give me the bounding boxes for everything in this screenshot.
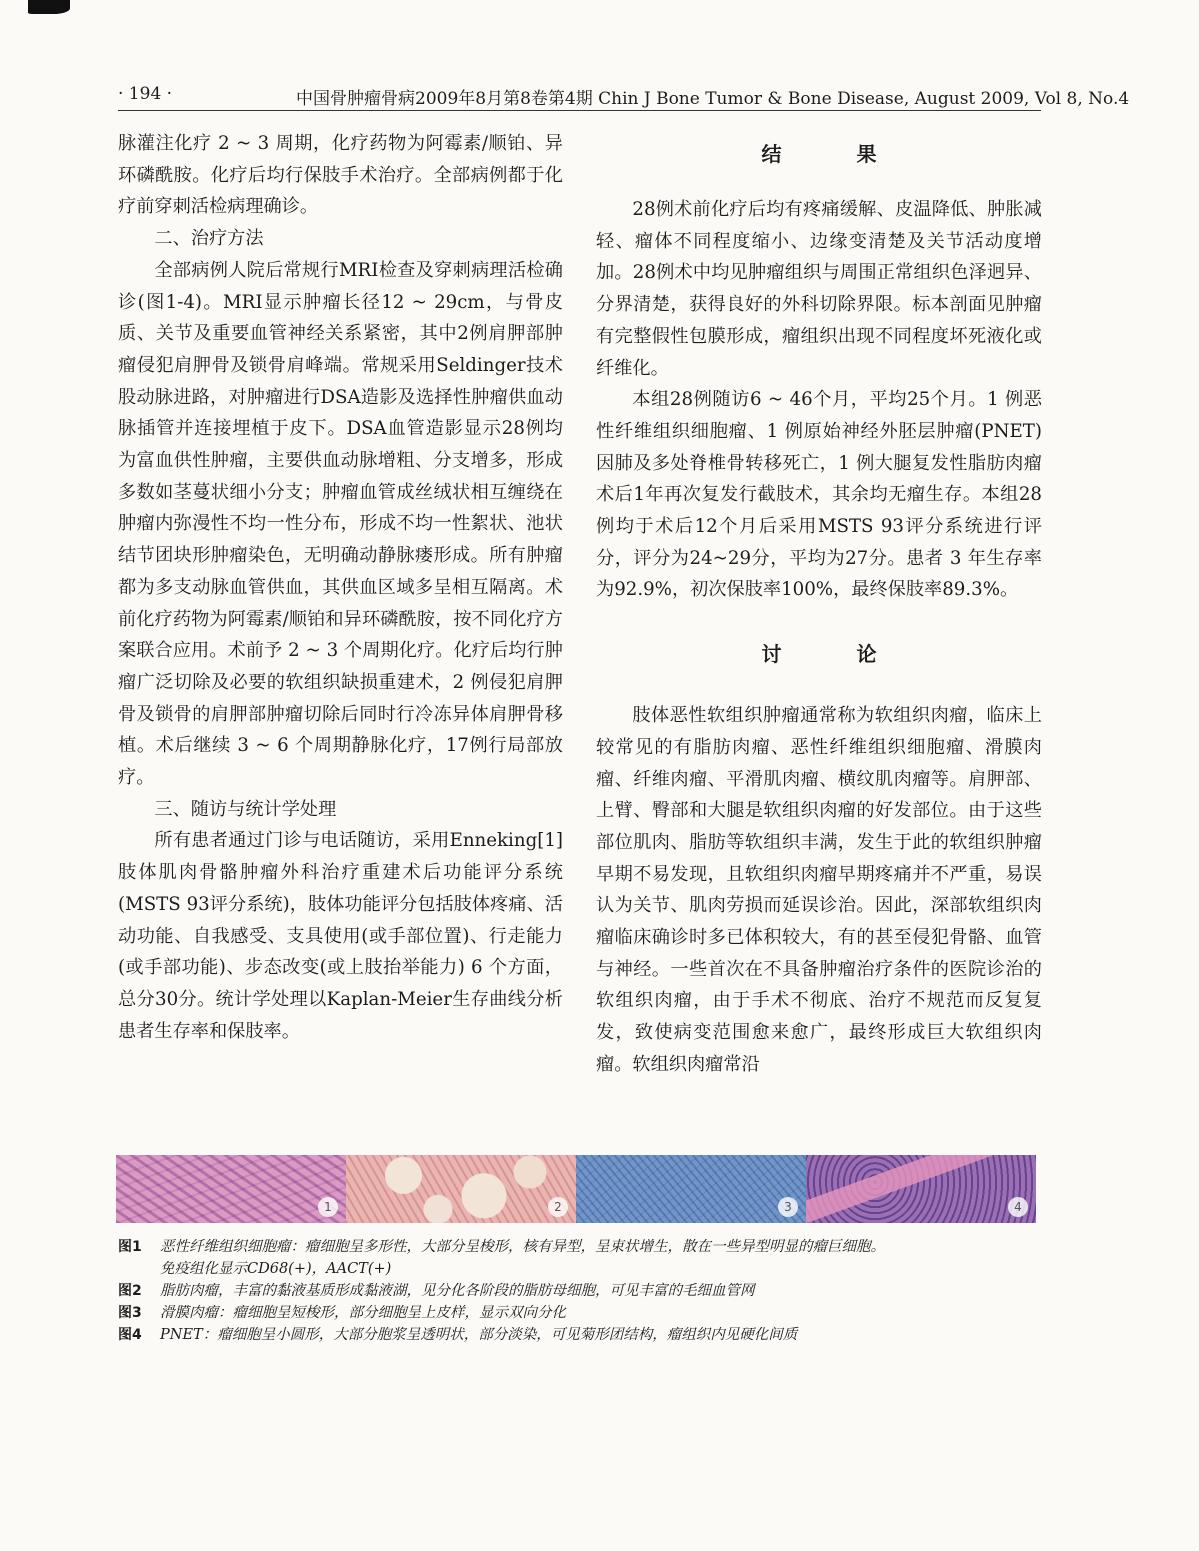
caption-fig1-continued: [118, 1258, 1038, 1280]
heading-discussion: 讨 论: [761, 642, 911, 667]
figure-captions: [118, 1236, 1038, 1346]
heading-results: 结 果: [761, 142, 911, 166]
caption-text: PNET：瘤细胞呈小圆形，大部分胞浆呈透明状，部分淡染，可见菊形团结构，瘤组织内见硬化间质: [160, 1327, 798, 1343]
caption-text: 脂肪肉瘤，丰富的黏液基质形成黏液湖，见分化各阶段的脂肪母细胞，可见丰富的毛细血管网: [160, 1283, 755, 1299]
paragraph-treatment: 全部病例人院后常规行MRI检查及穿刺病理活检确诊(图1-4)。MRI显示肿瘤长径12 ~ 29cm，与骨皮质、关节及重要血管神经关系紧密，其中2例肩胛部肿瘤侵犯肩胛骨及锁骨肩峰端。常规采用Seldinger技术股动脉进路，对肿瘤进行DSA造影及选择性肿瘤供血动脉插管并连接埋植于皮下。DSA血管造影显示28例均为富血供性肿瘤，主要供血动脉增粗、分支增多，形成多数如茎蔓状细小分支；肿瘤血管成丝绒状相互缠绕在肿瘤内弥漫性不均一性分布，形成不均一性絮状、池状结节团块形肿瘤染色，无明确动静脉瘘形成。所有肿瘤都为多支动脉血管供血，其供血区域多呈相互隔离。术前化疗药物为阿霉素/顺铂和异环磷酰胺，按不同化疗方案联合应用。术前予 2 ~ 3 个周期化疗。化疗后均行肿瘤广泛切除及必要的软组织缺损重建术，2 例侵犯肩胛骨及锁骨的肩胛部肿瘤切除后同时行冷冻异体肩胛骨移植。术后继续 3 ~ 6 个周期静脉化疗，17例行局部放疗。: [118, 259, 563, 789]
caption-text: 恶性纤维组织细胞瘤：瘤细胞呈多形性，大部分呈梭形，核有异型，呈束状增生，散在一些异型明显的瘤巨细胞。: [160, 1239, 885, 1255]
panel-number: 4: [1008, 1197, 1028, 1217]
figure-panels: [116, 1155, 1037, 1223]
micrograph-2: [346, 1155, 576, 1223]
micrograph-1: [116, 1155, 346, 1223]
panel-number: 2: [548, 1197, 568, 1217]
caption-fig3: [118, 1302, 1038, 1324]
paragraph-discussion: 肢体恶性软组织肿瘤通常称为软组织肉瘤，临床上较常见的有脂肪肉瘤、恶性纤维组织细胞瘤、滑膜肉瘤、纤维肉瘤、平滑肌肉瘤、横纹肌肉瘤等。肩胛部、上臂、臀部和大腿是软组织肉瘤的好发部位。由于这些部位肌肉、脂肪等软组织丰满，发生于此的软组织肿瘤早期不易发现，且软组织肉瘤早期疼痛并不严重，易误认为关节、肌肉劳损而延误诊治。因此，深部软组织肉瘤临床确诊时多已体积较大，有的甚至侵犯骨骼、血管与神经。一些首次在不具备肿瘤治疗条件的医院诊治的软组织肉瘤，由于手术不彻底、治疗不规范而反复复发，致使病变范围愈来愈广，最终形成巨大软组织肉瘤。软组织肉瘤常沿: [596, 705, 1042, 1075]
caption-label: 图4: [118, 1327, 142, 1343]
caption-label: 图3: [118, 1305, 142, 1321]
subhead-treatment: 二、治疗方法: [154, 228, 264, 250]
caption-fig4: [118, 1324, 1038, 1346]
journal-running-head: 中国骨肿瘤骨病2009年8月第8卷第4期 Chin J Bone Tumor & Bone Disease, August 2009, Vol 8, No.4: [296, 89, 1130, 109]
paragraph-results-2: 本组28例随访6 ~ 46个月，平均25个月。1 例恶性纤维组织细胞瘤、1 例原始神经外胚层肿瘤(PNET)因肺及多处脊椎骨转移死亡，1 例大腿复发性脂肪肉瘤术后1年再次复发行截肢术，其余均无瘤生存。本组28例均于术后12个月后采用MSTS 93评分系统进行评分，评分为24~29分，平均为27分。患者 3 年生存率为92.9%，初次保肢率100%，最终保肢率89.3%。: [596, 389, 1042, 601]
micrograph-4: [806, 1155, 1036, 1223]
panel-number: 1: [318, 1197, 338, 1217]
caption-text: 免疫组化显示CD68(+)，AACT(+): [160, 1261, 392, 1277]
caption-label: 图1: [118, 1239, 142, 1255]
paragraph-methods-end: 脉灌注化疗 2 ~ 3 周期，化疗药物为阿霉素/顺铂、异环磷酰胺。化疗后均行保肢手术治疗。全部病例都于化疗前穿刺活检病理确诊。: [118, 133, 563, 218]
paragraph-results-1: 28例术前化疗后均有疼痛缓解、皮温降低、肿胀减轻、瘤体不同程度缩小、边缘变清楚及关节活动度增加。28例术中均见肿瘤组织与周围正常组织色泽迥异、分界清楚，获得良好的外科切除界限。标本剖面见肿瘤有完整假性包膜形成，瘤组织出现不同程度坏死液化或纤维化。: [596, 199, 1042, 379]
subhead-followup: 三、随访与统计学处理: [154, 798, 337, 820]
page-header: [0, 84, 1199, 110]
header-rule: [118, 110, 1041, 111]
panel-number: 3: [778, 1197, 798, 1217]
caption-text: 滑膜肉瘤：瘤细胞呈短梭形，部分细胞呈上皮样，显示双向分化: [160, 1305, 566, 1321]
right-column: [596, 128, 1042, 1081]
micrograph-3: [576, 1155, 806, 1223]
page-number: · 194 ·: [118, 84, 173, 104]
caption-fig2: [118, 1280, 1038, 1302]
scan-artifact: [28, 0, 70, 14]
left-column: [118, 128, 563, 1047]
caption-label: 图2: [118, 1283, 142, 1299]
caption-fig1: [118, 1236, 1038, 1258]
paragraph-followup: 所有患者通过门诊与电话随访，采用Enneking[1]肢体肌肉骨骼肿瘤外科治疗重建术后功能评分系统(MSTS 93评分系统)，肢体功能评分包括肢体疼痛、活动功能、自我感受、支具使用(或手部位置)、行走能力(或手部功能)、步态改变(或上肢抬举能力) 6 个方面，总分30分。统计学处理以Kaplan-Meier生存曲线分析患者生存率和保肢率。: [118, 830, 563, 1042]
